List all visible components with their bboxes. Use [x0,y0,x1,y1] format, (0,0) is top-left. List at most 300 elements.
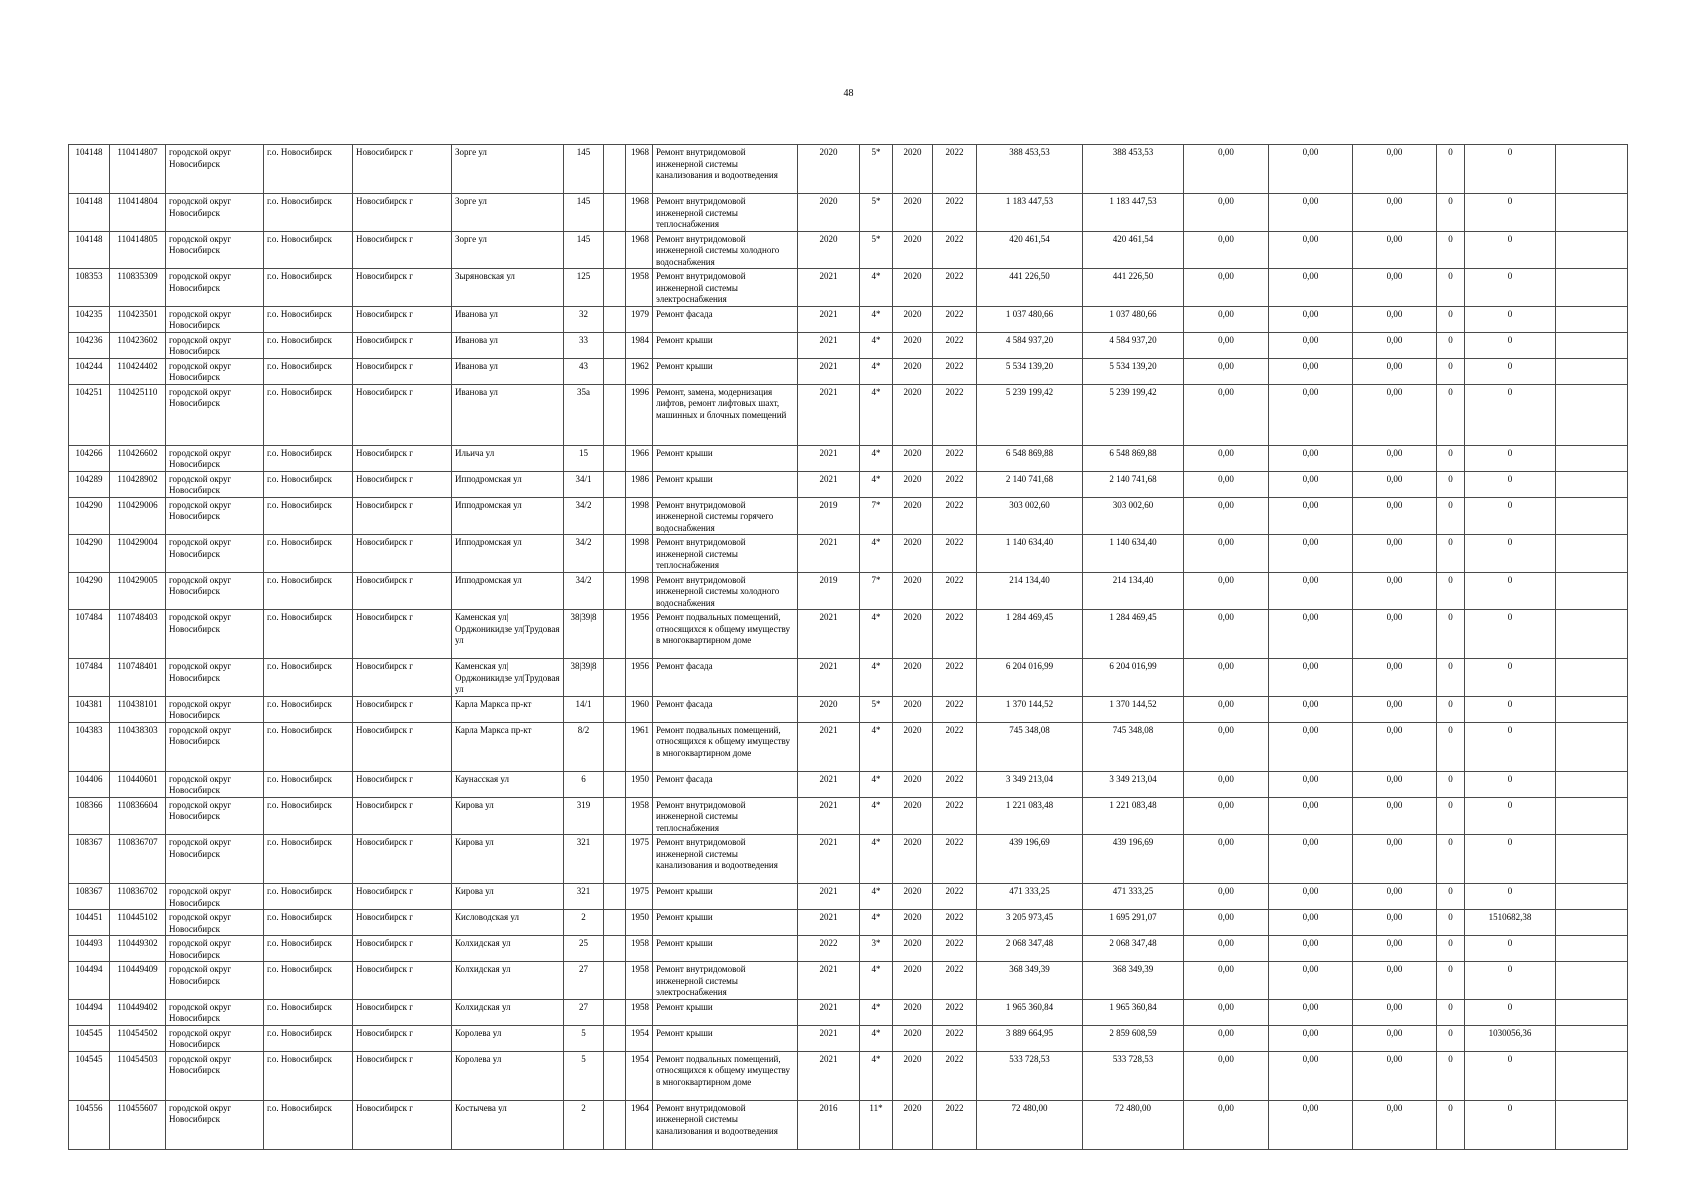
row-value-3: 0,00 [1353,696,1437,722]
row-total-cost: 6 204 016,99 [977,659,1083,697]
row-id: 104406 [69,771,110,797]
row-value-4: 0 [1437,659,1465,697]
row-blank [604,332,626,358]
row-build-year: 1962 [626,358,653,384]
row-blank [604,696,626,722]
row-value-2: 0,00 [1269,884,1353,910]
row-end-year: 2022 [933,535,977,573]
row-street: Королева ул [452,1025,564,1051]
row-value-1: 0,00 [1184,145,1269,194]
row-build-year: 1986 [626,471,653,497]
row-work-type: Ремонт крыши [653,884,798,910]
row-plan-year: 2021 [798,999,860,1025]
row-value-1: 0,00 [1184,497,1269,535]
row-work-type: Ремонт подвальных помещений, относящихся к общему имуществу в многоквартирном доме [653,610,798,659]
row-start-year: 2020 [893,835,933,884]
row-total-cost: 72 480,00 [977,1100,1083,1149]
row-term: 4* [860,332,893,358]
row-value-5: 0 [1465,797,1556,835]
table-row [69,194,1628,232]
table-row [69,771,1628,797]
row-plan-year: 2021 [798,332,860,358]
row-end-year: 2022 [933,306,977,332]
row-end-year: 2022 [933,884,977,910]
row-district: городской округ Новосибирск [166,384,264,445]
row-district: городской округ Новосибирск [166,358,264,384]
row-district: городской округ Новосибирск [166,194,264,232]
row-value-3: 0,00 [1353,572,1437,610]
row-end-year: 2022 [933,722,977,771]
row-street: Иванова ул [452,358,564,384]
row-municipality: г.о. Новосибирск [264,194,353,232]
row-value-5: 1510682,38 [1465,910,1556,936]
row-value-2: 0,00 [1269,962,1353,1000]
row-work-type: Ремонт внутридомовой инженерной системы канализования и водоотведения [653,145,798,194]
row-value-2: 0,00 [1269,999,1353,1025]
row-fund-cost: 1 140 634,40 [1083,535,1184,573]
row-term: 3* [860,936,893,962]
row-total-cost: 303 002,60 [977,497,1083,535]
row-value-3: 0,00 [1353,471,1437,497]
row-value-2: 0,00 [1269,1051,1353,1100]
row-value-1: 0,00 [1184,269,1269,307]
row-fund-cost: 3 349 213,04 [1083,771,1184,797]
table-row [69,962,1628,1000]
row-total-cost: 1 370 144,52 [977,696,1083,722]
row-value-2: 0,00 [1269,269,1353,307]
row-value-2: 0,00 [1269,471,1353,497]
row-code: 110423501 [110,306,166,332]
row-work-type: Ремонт внутридомовой инженерной системы теплоснабжения [653,797,798,835]
row-city: Новосибирск г [353,659,452,697]
row-work-type: Ремонт фасада [653,771,798,797]
row-municipality: г.о. Новосибирск [264,332,353,358]
row-term: 4* [860,269,893,307]
row-code: 110449302 [110,936,166,962]
row-district: городской округ Новосибирск [166,1025,264,1051]
row-term: 5* [860,194,893,232]
row-value-1: 0,00 [1184,771,1269,797]
row-end-year: 2022 [933,471,977,497]
row-municipality: г.о. Новосибирск [264,269,353,307]
row-start-year: 2020 [893,471,933,497]
row-district: городской округ Новосибирск [166,696,264,722]
row-value-3: 0,00 [1353,497,1437,535]
row-house: 5 [564,1025,604,1051]
row-start-year: 2020 [893,231,933,269]
row-total-cost: 368 349,39 [977,962,1083,1000]
row-municipality: г.о. Новосибирск [264,1051,353,1100]
row-street: Ипподромская ул [452,572,564,610]
row-value-3: 0,00 [1353,610,1437,659]
row-value-4: 0 [1437,306,1465,332]
row-value-4: 0 [1437,384,1465,445]
row-code: 110449409 [110,962,166,1000]
row-city: Новосибирск г [353,358,452,384]
row-district: городской округ Новосибирск [166,610,264,659]
row-code: 110748403 [110,610,166,659]
row-district: городской округ Новосибирск [166,306,264,332]
row-end-year: 2022 [933,269,977,307]
row-district: городской округ Новосибирск [166,145,264,194]
table-row [69,145,1628,194]
row-term: 4* [860,999,893,1025]
row-municipality: г.о. Новосибирск [264,884,353,910]
row-value-4: 0 [1437,332,1465,358]
row-start-year: 2020 [893,771,933,797]
row-build-year: 1968 [626,145,653,194]
row-house: 35а [564,384,604,445]
row-value-6 [1556,471,1628,497]
row-value-1: 0,00 [1184,231,1269,269]
table-row [69,659,1628,697]
row-build-year: 1979 [626,306,653,332]
row-value-1: 0,00 [1184,884,1269,910]
row-house: 33 [564,332,604,358]
row-value-2: 0,00 [1269,384,1353,445]
row-value-6 [1556,610,1628,659]
row-value-6 [1556,884,1628,910]
row-start-year: 2020 [893,936,933,962]
row-district: городской округ Новосибирск [166,1051,264,1100]
row-municipality: г.о. Новосибирск [264,696,353,722]
row-blank [604,610,626,659]
row-street: Зорге ул [452,194,564,232]
row-municipality: г.о. Новосибирск [264,659,353,697]
row-total-cost: 5 239 199,42 [977,384,1083,445]
row-build-year: 1958 [626,269,653,307]
row-fund-cost: 72 480,00 [1083,1100,1184,1149]
row-start-year: 2020 [893,610,933,659]
row-build-year: 1961 [626,722,653,771]
table-row [69,999,1628,1025]
row-fund-cost: 1 284 469,45 [1083,610,1184,659]
row-blank [604,797,626,835]
row-value-1: 0,00 [1184,1025,1269,1051]
row-district: городской округ Новосибирск [166,497,264,535]
row-district: городской округ Новосибирск [166,884,264,910]
row-city: Новосибирск г [353,332,452,358]
row-blank [604,306,626,332]
row-id: 104381 [69,696,110,722]
row-id: 104148 [69,145,110,194]
row-build-year: 1968 [626,231,653,269]
row-work-type: Ремонт внутридомовой инженерной системы теплоснабжения [653,535,798,573]
row-value-5: 0 [1465,1100,1556,1149]
row-house: 8/2 [564,722,604,771]
row-id: 108353 [69,269,110,307]
row-value-3: 0,00 [1353,936,1437,962]
row-city: Новосибирск г [353,1051,452,1100]
row-district: городской округ Новосибирск [166,910,264,936]
row-value-1: 0,00 [1184,722,1269,771]
row-build-year: 1954 [626,1051,653,1100]
row-blank [604,962,626,1000]
row-total-cost: 441 226,50 [977,269,1083,307]
row-build-year: 1968 [626,194,653,232]
row-total-cost: 420 461,54 [977,231,1083,269]
row-total-cost: 388 453,53 [977,145,1083,194]
row-start-year: 2020 [893,659,933,697]
row-term: 7* [860,497,893,535]
row-value-5: 0 [1465,962,1556,1000]
row-work-type: Ремонт крыши [653,999,798,1025]
row-term: 4* [860,1025,893,1051]
row-blank [604,1051,626,1100]
row-end-year: 2022 [933,572,977,610]
row-value-5: 0 [1465,231,1556,269]
row-work-type: Ремонт крыши [653,936,798,962]
row-total-cost: 1 284 469,45 [977,610,1083,659]
row-house: 321 [564,884,604,910]
row-build-year: 1956 [626,610,653,659]
row-district: городской округ Новосибирск [166,572,264,610]
row-term: 4* [860,659,893,697]
row-plan-year: 2019 [798,497,860,535]
row-end-year: 2022 [933,231,977,269]
row-work-type: Ремонт внутридомовой инженерной системы холодного водоснабжения [653,231,798,269]
row-build-year: 1966 [626,445,653,471]
row-build-year: 1960 [626,696,653,722]
row-start-year: 2020 [893,497,933,535]
row-value-4: 0 [1437,962,1465,1000]
row-plan-year: 2021 [798,884,860,910]
row-total-cost: 1 183 447,53 [977,194,1083,232]
row-code: 110445102 [110,910,166,936]
row-district: городской округ Новосибирск [166,445,264,471]
row-value-6 [1556,358,1628,384]
row-value-5: 0 [1465,936,1556,962]
row-value-4: 0 [1437,999,1465,1025]
row-city: Новосибирск г [353,722,452,771]
row-house: 5 [564,1051,604,1100]
row-municipality: г.о. Новосибирск [264,535,353,573]
row-value-2: 0,00 [1269,572,1353,610]
row-start-year: 2020 [893,445,933,471]
row-plan-year: 2021 [798,358,860,384]
row-start-year: 2020 [893,145,933,194]
row-value-1: 0,00 [1184,572,1269,610]
row-value-5: 0 [1465,1051,1556,1100]
row-term: 5* [860,696,893,722]
row-total-cost: 1 221 083,48 [977,797,1083,835]
row-term: 4* [860,722,893,771]
row-total-cost: 745 348,08 [977,722,1083,771]
row-value-2: 0,00 [1269,497,1353,535]
row-fund-cost: 6 204 016,99 [1083,659,1184,697]
row-value-5: 0 [1465,445,1556,471]
row-house: 43 [564,358,604,384]
row-total-cost: 3 205 973,45 [977,910,1083,936]
row-municipality: г.о. Новосибирск [264,797,353,835]
row-value-1: 0,00 [1184,999,1269,1025]
row-build-year: 1984 [626,332,653,358]
row-municipality: г.о. Новосибирск [264,445,353,471]
row-start-year: 2020 [893,910,933,936]
row-value-1: 0,00 [1184,835,1269,884]
row-district: городской округ Новосибирск [166,936,264,962]
row-total-cost: 439 196,69 [977,835,1083,884]
row-start-year: 2020 [893,358,933,384]
row-plan-year: 2021 [798,384,860,445]
row-fund-cost: 6 548 869,88 [1083,445,1184,471]
row-fund-cost: 745 348,08 [1083,722,1184,771]
row-value-5: 0 [1465,269,1556,307]
row-code: 110429004 [110,535,166,573]
row-total-cost: 4 584 937,20 [977,332,1083,358]
row-house: 125 [564,269,604,307]
row-value-6 [1556,696,1628,722]
row-value-2: 0,00 [1269,797,1353,835]
row-value-3: 0,00 [1353,884,1437,910]
row-street: Каунасская ул [452,771,564,797]
row-start-year: 2020 [893,1100,933,1149]
row-end-year: 2022 [933,835,977,884]
row-value-3: 0,00 [1353,659,1437,697]
row-end-year: 2022 [933,497,977,535]
row-start-year: 2020 [893,194,933,232]
row-house: 321 [564,835,604,884]
row-build-year: 1975 [626,884,653,910]
row-municipality: г.о. Новосибирск [264,1025,353,1051]
row-value-3: 0,00 [1353,910,1437,936]
row-fund-cost: 1 370 144,52 [1083,696,1184,722]
row-plan-year: 2020 [798,696,860,722]
row-fund-cost: 368 349,39 [1083,962,1184,1000]
row-value-6 [1556,145,1628,194]
row-fund-cost: 303 002,60 [1083,497,1184,535]
row-value-4: 0 [1437,884,1465,910]
row-municipality: г.о. Новосибирск [264,999,353,1025]
row-build-year: 1958 [626,797,653,835]
row-start-year: 2020 [893,696,933,722]
row-city: Новосибирск г [353,835,452,884]
row-blank [604,1100,626,1149]
row-value-3: 0,00 [1353,835,1437,884]
row-value-2: 0,00 [1269,231,1353,269]
row-value-6 [1556,497,1628,535]
row-value-5: 0 [1465,145,1556,194]
row-total-cost: 6 548 869,88 [977,445,1083,471]
row-value-4: 0 [1437,696,1465,722]
row-house: 145 [564,231,604,269]
table-row [69,231,1628,269]
row-work-type: Ремонт фасада [653,696,798,722]
row-total-cost: 533 728,53 [977,1051,1083,1100]
row-value-1: 0,00 [1184,535,1269,573]
row-value-5: 0 [1465,332,1556,358]
row-street: Колхидская ул [452,999,564,1025]
row-municipality: г.о. Новосибирск [264,497,353,535]
row-start-year: 2020 [893,269,933,307]
row-value-1: 0,00 [1184,1100,1269,1149]
row-code: 110835309 [110,269,166,307]
row-id: 104493 [69,936,110,962]
row-value-4: 0 [1437,572,1465,610]
row-city: Новосибирск г [353,999,452,1025]
row-city: Новосибирск г [353,231,452,269]
row-blank [604,884,626,910]
row-end-year: 2022 [933,962,977,1000]
row-street: Кисловодская ул [452,910,564,936]
table-row [69,445,1628,471]
row-term: 4* [860,384,893,445]
row-value-5: 0 [1465,722,1556,771]
row-city: Новосибирск г [353,797,452,835]
row-plan-year: 2021 [798,962,860,1000]
row-district: городской округ Новосибирск [166,962,264,1000]
row-fund-cost: 1 965 360,84 [1083,999,1184,1025]
row-plan-year: 2021 [798,835,860,884]
row-value-4: 0 [1437,471,1465,497]
row-value-5: 1030056,36 [1465,1025,1556,1051]
row-fund-cost: 441 226,50 [1083,269,1184,307]
row-plan-year: 2021 [798,1025,860,1051]
row-term: 5* [860,231,893,269]
row-blank [604,1025,626,1051]
row-start-year: 2020 [893,384,933,445]
table-row [69,1100,1628,1149]
row-city: Новосибирск г [353,696,452,722]
row-code: 110836702 [110,884,166,910]
row-code: 110414805 [110,231,166,269]
table-row [69,471,1628,497]
row-value-6 [1556,835,1628,884]
row-blank [604,445,626,471]
row-work-type: Ремонт подвальных помещений, относящихся к общему имуществу в многоквартирном доме [653,722,798,771]
row-build-year: 1950 [626,910,653,936]
row-value-3: 0,00 [1353,269,1437,307]
row-house: 2 [564,1100,604,1149]
row-build-year: 1998 [626,497,653,535]
row-blank [604,145,626,194]
row-end-year: 2022 [933,910,977,936]
row-district: городской округ Новосибирск [166,999,264,1025]
row-term: 4* [860,771,893,797]
row-total-cost: 3 889 664,95 [977,1025,1083,1051]
row-total-cost: 214 134,40 [977,572,1083,610]
row-term: 4* [860,306,893,332]
row-plan-year: 2021 [798,771,860,797]
row-value-1: 0,00 [1184,332,1269,358]
row-value-4: 0 [1437,231,1465,269]
row-value-6 [1556,269,1628,307]
row-value-5: 0 [1465,610,1556,659]
row-term: 11* [860,1100,893,1149]
row-value-4: 0 [1437,269,1465,307]
row-value-4: 0 [1437,835,1465,884]
row-value-4: 0 [1437,497,1465,535]
row-value-1: 0,00 [1184,471,1269,497]
table-row [69,884,1628,910]
row-street: Иванова ул [452,384,564,445]
row-city: Новосибирск г [353,910,452,936]
row-id: 108367 [69,884,110,910]
row-blank [604,384,626,445]
row-value-5: 0 [1465,535,1556,573]
row-id: 108366 [69,797,110,835]
row-house: 38|39|8 [564,659,604,697]
row-plan-year: 2022 [798,936,860,962]
row-value-6 [1556,962,1628,1000]
row-value-2: 0,00 [1269,659,1353,697]
row-end-year: 2022 [933,194,977,232]
row-build-year: 1950 [626,771,653,797]
row-start-year: 2020 [893,962,933,1000]
row-value-5: 0 [1465,306,1556,332]
row-municipality: г.о. Новосибирск [264,471,353,497]
row-start-year: 2020 [893,1051,933,1100]
